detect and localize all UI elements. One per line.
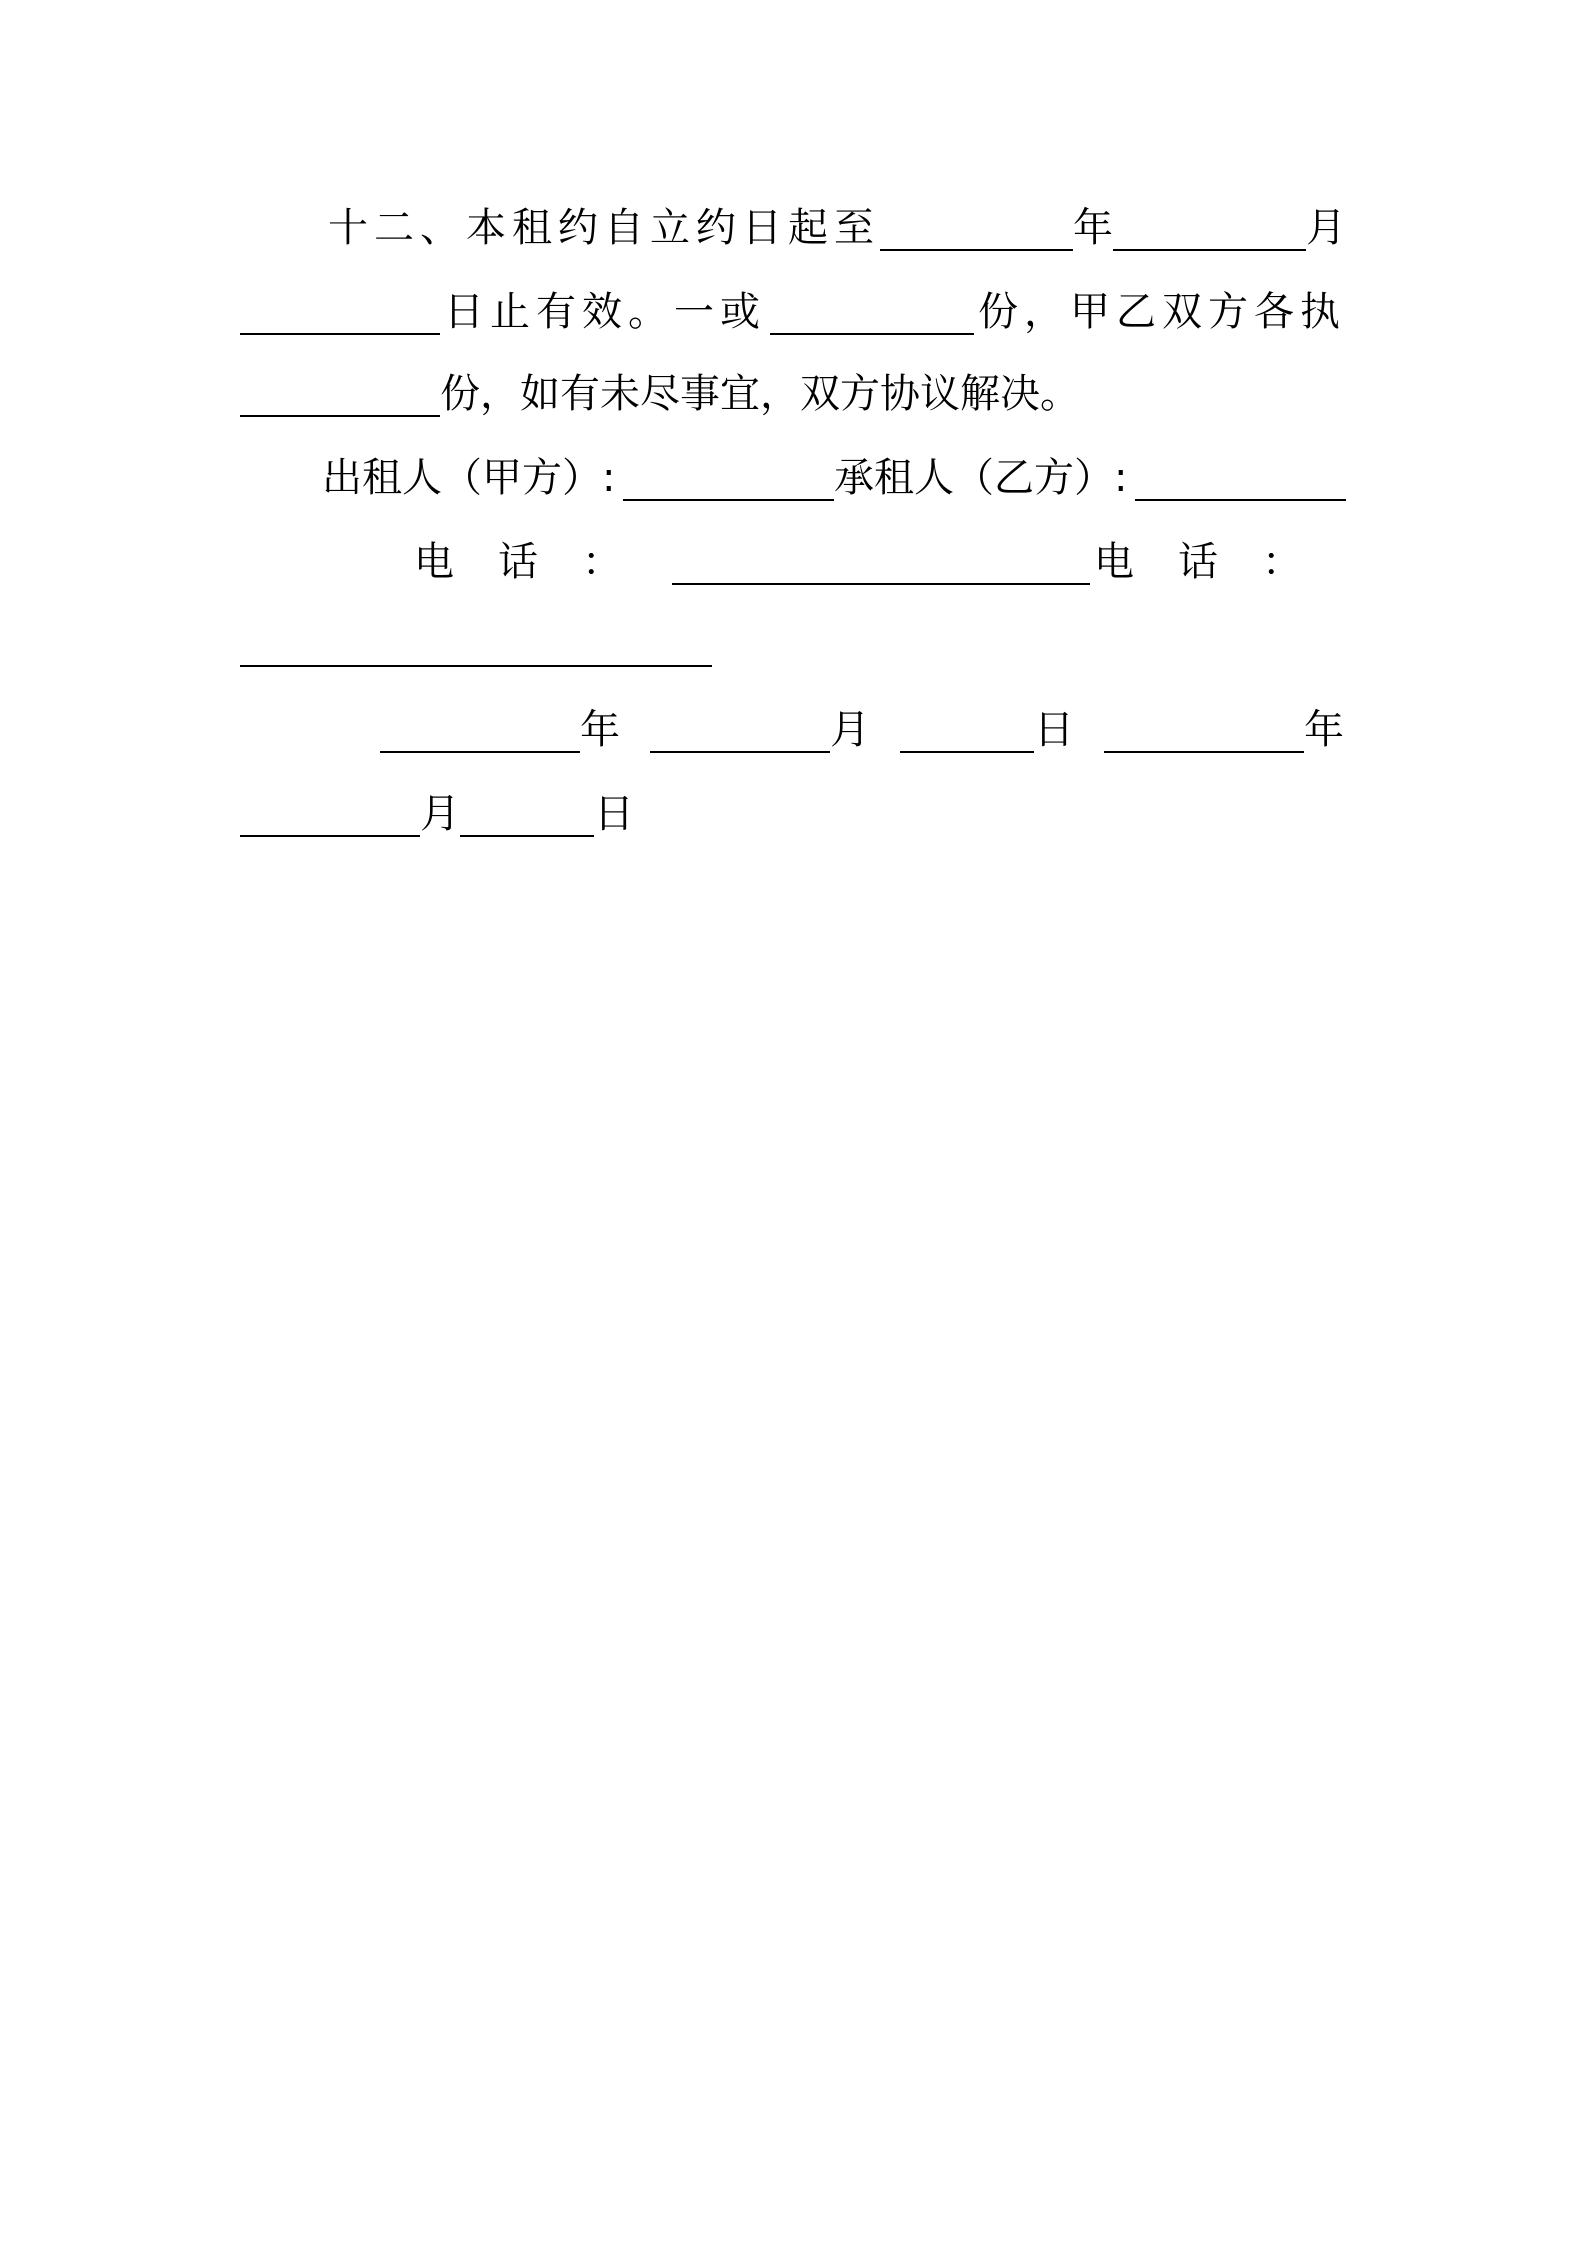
end-day-blank	[240, 295, 440, 335]
date-line-2	[240, 784, 1346, 844]
copies-each-text: 份，甲乙双方各执	[978, 289, 1346, 335]
end-month-blank	[1113, 211, 1306, 251]
copies-total-blank	[770, 295, 974, 335]
clause-12-line-1	[240, 198, 1346, 258]
lessee-month-blank	[240, 797, 420, 837]
parties-line	[240, 448, 1346, 508]
copies-each-blank	[240, 377, 440, 417]
lessor-year-blank	[380, 713, 580, 753]
lessor-name-blank	[623, 461, 834, 501]
unresolved-matters-text: 份，如有未尽事宜，双方协议解决。	[440, 371, 1080, 417]
lessor-phone-blank	[672, 545, 1090, 585]
clause-12-line-3	[240, 364, 1346, 424]
lessee-label: 承租人（乙方）:	[834, 455, 1128, 501]
lessee-phone-line	[240, 614, 1346, 674]
date-line-1	[240, 700, 1346, 760]
lessor-month-label: 月	[830, 707, 870, 753]
lessor-phone-label: 电话：	[414, 539, 666, 585]
lessee-name-blank	[1135, 461, 1346, 501]
year-label: 年	[1073, 205, 1113, 251]
phone-line	[240, 532, 1346, 592]
lessor-day-label: 日	[1034, 707, 1074, 753]
clause-12-intro-text: 十二、本租约自立约日起至	[328, 205, 880, 251]
lessor-day-blank	[900, 713, 1034, 753]
end-year-blank	[880, 211, 1073, 251]
lessor-label: 出租人（甲方）:	[322, 455, 616, 501]
month-label: 月	[1306, 205, 1346, 251]
lessor-year-label: 年	[580, 707, 620, 753]
lessee-phone-blank	[240, 627, 712, 667]
lessee-year-label: 年	[1304, 707, 1344, 753]
lessee-year-blank	[1104, 713, 1304, 753]
lessee-day-label: 日	[594, 791, 634, 837]
clause-12-line-2	[240, 282, 1346, 342]
lessor-month-blank	[650, 713, 830, 753]
validity-text: 日止有效。一或	[444, 289, 766, 335]
lessee-month-label: 月	[420, 791, 460, 837]
lessee-phone-label: 电话：	[1094, 539, 1346, 585]
lessee-day-blank	[460, 797, 594, 837]
